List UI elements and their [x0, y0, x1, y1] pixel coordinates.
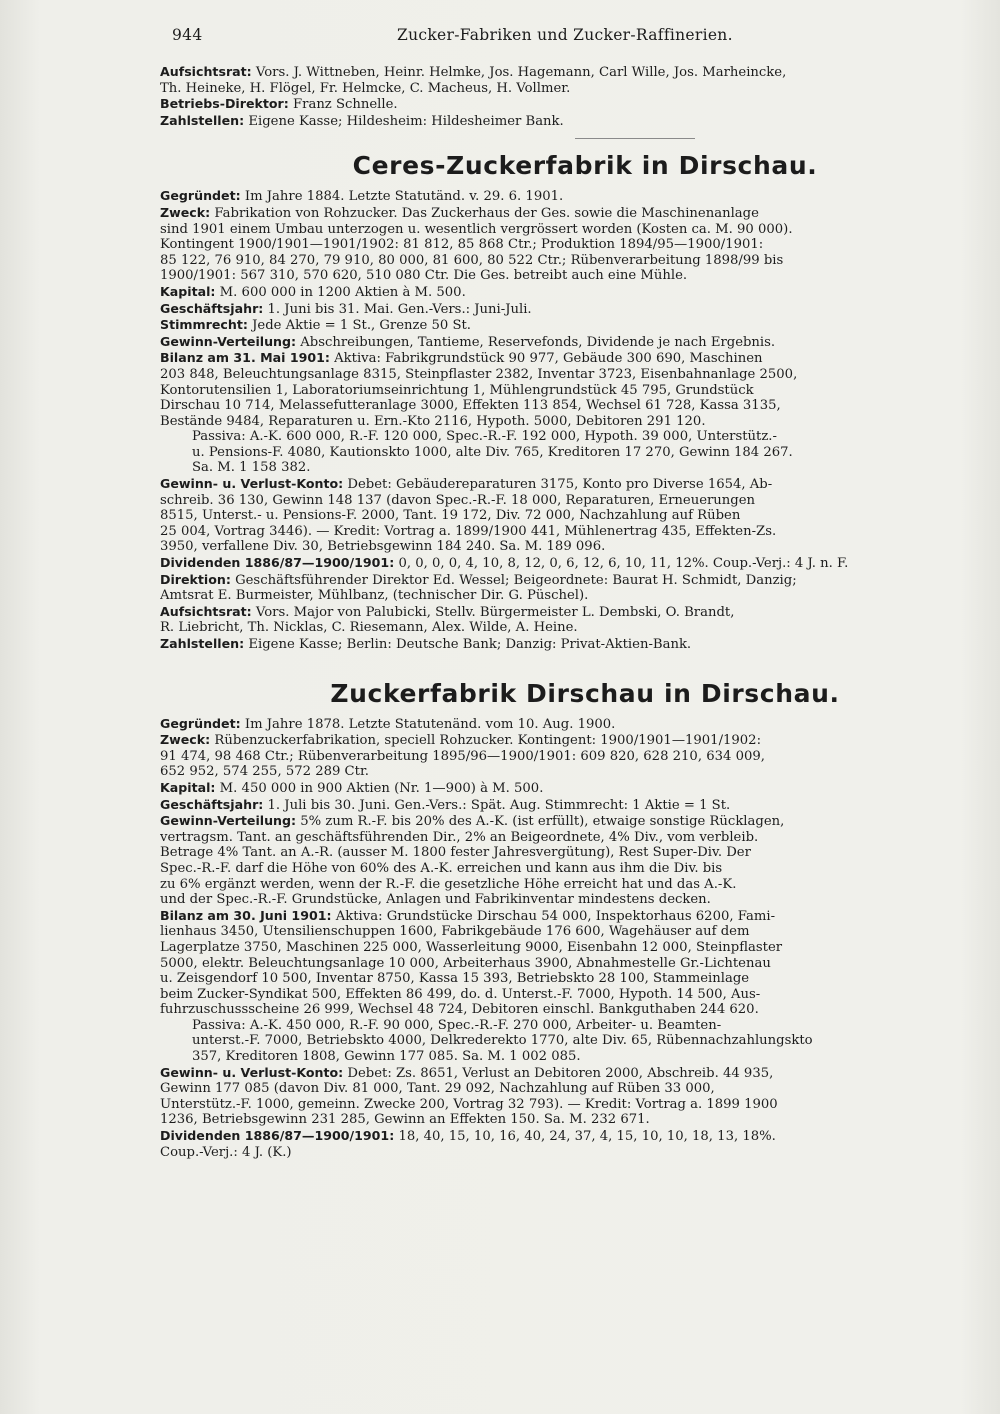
entry-gewinn-u-verlust-konto: [160, 476, 990, 555]
entry-gewinn-verteilung: [160, 334, 990, 351]
entry-text-line: unterst.-F. 7000, Betriebskto 4000, Delkrederekto 1770, alte Div. 65, Rübennachzahlungskto: [192, 1033, 813, 1049]
entry-text-line: Rübenzuckerfabrikation, speciell Rohzucker. Kontingent: 1900/1901—1901/1902:: [214, 733, 762, 749]
entry-bilanz-am-31-mai-1901: [160, 350, 990, 429]
entry-text-line: lienhaus 3450, Utensilienschuppen 1600, Fabrikgebäude 176 600, Wagehäuser auf dem: [160, 924, 750, 940]
entry-text-line: zu 6% ergänzt werden, wenn der R.-F. die gesetzliche Höhe erreicht hat und das A.-K.: [160, 876, 737, 892]
entry-text-line: Gewinn 177 085 (davon Div. 81 000, Tant. 29 092, Nachzahlung auf Rüben 33 000,: [160, 1081, 715, 1097]
entry-label: Geschäftsjahr:: [160, 796, 264, 812]
entry-label: Gewinn-Verteilung:: [160, 333, 297, 349]
entry-text-line: Passiva: A.-K. 450 000, R.-F. 90 000, Spec.-R.-F. 270 000, Arbeiter- u. Beamten-: [192, 1017, 722, 1033]
entry-text-line: 1236, Betriebsgewinn 231 285, Gewinn an Effekten 150. Sa. M. 232 671.: [160, 1112, 650, 1128]
entry-text-line: Unterstütz.-F. 1000, gemeinn. Zwecke 200, Vortrag 32 793). — Kredit: Vortrag a. 1899 1900: [160, 1096, 778, 1112]
entry-text-line: Kontorutensilien 1, Laboratoriumseinrichtung 1, Mühlengrundstück 45 795, Grundstück: [160, 382, 754, 398]
previous-company-tail: [160, 64, 990, 129]
page-number: 944: [172, 26, 203, 44]
company-title-dirschau: Zuckerfabrik Dirschau in Dirschau.: [330, 678, 840, 708]
entry-text-line: beim Zucker-Syndikat 500, Effekten 86 499, do. d. Unterst.-F. 7000, Hypoth. 14 500, Aus-: [160, 986, 761, 1002]
entry-zahlstellen: [160, 113, 990, 130]
entry-text-line: 357, Kreditoren 1808, Gewinn 177 085. Sa. M. 1 002 085.: [192, 1049, 581, 1065]
entry-text-line: 5000, elektr. Beleuchtungsanlage 10 000, Arbeiterhaus 3900, Abnahmestelle Gr.-Lichtenau: [160, 955, 771, 971]
entry-text-line: Jede Aktie = 1 St., Grenze 50 St.: [252, 318, 471, 334]
entry-label: Dividenden 1886/87—1900/1901:: [160, 1128, 395, 1144]
entry-text-line: Im Jahre 1884. Letzte Statutänd. v. 29. 6. 1901.: [244, 189, 564, 205]
entry-text-line: 25 004, Vortrag 3446). — Kredit: Vortrag a. 1899/1900 441, Mühlenertrag 435, Effekten-Zs.: [160, 523, 777, 539]
entry-text-line: Amtsrat E. Burmeister, Mühlbanz, (technischer Dir. G. Püschel).: [160, 588, 589, 604]
entry-text-line: Im Jahre 1878. Letzte Statutenänd. vom 10. Aug. 1900.: [244, 716, 616, 732]
entry-text-line: Fabrikation von Rohzucker. Das Zuckerhaus der Ges. sowie die Maschinenanlage: [214, 205, 759, 221]
entry-passiva: [160, 429, 990, 476]
entry-text-line: Dirschau 10 714, Melassefutteranlage 3000, Effekten 113 854, Wechsel 61 728, Kassa 3135,: [160, 398, 781, 414]
entry-label: Zahlstellen:: [160, 636, 245, 651]
entry-dividenden-1886-87-1900-1901: [160, 1128, 990, 1160]
entry-text-line: sind 1901 einem Umbau unterzogen u. wesentlich vergrössert worden (Kosten ca. M. 90 000).: [160, 221, 793, 237]
entry-label: Kapital:: [160, 283, 216, 299]
entry-label: Bilanz am 30. Juni 1901:: [160, 907, 332, 923]
entry-label: Kapital:: [160, 779, 216, 795]
company-entry-ceres: [160, 188, 990, 652]
entry-text-line: Kontingent 1900/1901—1901/1902: 81 812, 85 868 Ctr.; Produktion 1894/95—1900/1901:: [160, 237, 764, 253]
entry-text-line: 1900/1901: 567 310, 570 620, 510 080 Ctr. Die Ges. betreibt auch eine Mühle.: [160, 268, 688, 284]
entry-text-line: 1. Juni bis 31. Mai. Gen.-Vers.: Juni-Juli.: [267, 301, 532, 317]
entry-gewinn-u-verlust-konto: [160, 1065, 990, 1128]
entry-text-line: Geschäftsführender Direktor Ed. Wessel; Beigeordnete: Baurat H. Schmidt, Danzig;: [235, 572, 797, 588]
entry-text-line: Vors. J. Wittneben, Heinr. Helmke, Jos. Hagemann, Carl Wille, Jos. Marheincke,: [255, 65, 787, 80]
entry-label: Aufsichtsrat:: [160, 64, 252, 79]
entry-gesch-ftsjahr: [160, 797, 990, 814]
entry-direktion: [160, 572, 990, 604]
entry-label: Betriebs-Direktor:: [160, 96, 289, 112]
entry-text-line: 5% zum R.-F. bis 20% des A.-K. (ist erfüllt), etwaige sonstige Rücklagen,: [300, 814, 785, 830]
entry-text-line: Vors. Major von Palubicki, Stellv. Bürgermeister L. Dembski, O. Brandt,: [255, 604, 735, 620]
entry-label: Dividenden 1886/87—1900/1901:: [160, 555, 395, 571]
entry-text-line: u. Zeisgendorf 10 500, Inventar 8750, Kassa 15 393, Betriebskto 28 100, Stammeinlage: [160, 971, 750, 987]
entry-label: Gegründet:: [160, 188, 241, 204]
entry-label: Stimmrecht:: [160, 317, 248, 333]
entry-stimmrecht: [160, 317, 990, 334]
entry-text-line: Th. Heineke, H. Flögel, Fr. Helmcke, C. Macheus, H. Vollmer.: [160, 80, 571, 96]
entry-text-line: 18, 40, 15, 10, 16, 40, 24, 37, 4, 15, 10, 10, 18, 13, 18%.: [398, 1129, 776, 1145]
entry-label: Gewinn-Verteilung:: [160, 813, 297, 829]
entry-text-line: Abschreibungen, Tantieme, Reservefonds, Dividende je nach Ergebnis.: [300, 334, 776, 350]
entry-label: Gewinn- u. Verlust-Konto:: [160, 1064, 344, 1080]
entry-text-line: 8515, Unterst.- u. Pensions-F. 2000, Tant. 19 172, Div. 72 000, Nachzahlung auf Rüben: [160, 508, 741, 524]
entry-label: Zweck:: [160, 204, 211, 220]
section-divider: [575, 138, 695, 139]
entry-text-line: Sa. M. 1 158 382.: [192, 460, 311, 476]
entry-aufsichtsrat: [160, 64, 990, 96]
entry-text-line: fuhrzuschussscheine 26 999, Wechsel 48 724, Debitoren einschl. Bankguthaben 244 620.: [160, 1002, 759, 1018]
entry-text-line: Debet: Zs. 8651, Verlust an Debitoren 2000, Abschreib. 44 935,: [347, 1065, 774, 1081]
running-title: Zucker-Fabriken und Zucker-Raffinerien.: [397, 26, 733, 44]
entry-gegr-ndet: [160, 716, 990, 733]
entry-gewinn-verteilung: [160, 813, 990, 908]
entry-text-line: 203 848, Beleuchtungsanlage 8315, Steinpflaster 2382, Inventar 3723, Eisenbahnanlage 2500,: [160, 366, 798, 382]
entry-label: Direktion:: [160, 571, 231, 587]
entry-label: Zahlstellen:: [160, 112, 245, 128]
company-entry-dirschau: [160, 716, 990, 1161]
entry-text-line: Aktiva: Grundstücke Dirschau 54 000, Inspektorhaus 6200, Fami-: [335, 908, 776, 924]
entry-text-line: Passiva: A.-K. 600 000, R.-F. 120 000, Spec.-R.-F. 192 000, Hypoth. 39 000, Unterstütz.-: [192, 429, 777, 445]
entry-text-line: 0, 0, 0, 0, 4, 10, 8, 12, 0, 6, 12, 6, 10, 11, 12%. Coup.-Verj.: 4 J. n. F.: [398, 556, 849, 572]
entry-bilanz-am-30-juni-1901: [160, 908, 990, 1018]
running-header: [172, 26, 992, 44]
entry-text-line: 85 122, 76 910, 84 270, 79 910, 80 000, 81 600, 80 522 Ctr.; Rübenverarbeitung 1898/99 bis: [160, 252, 784, 268]
entry-text-line: und der Spec.-R.-F. Grundstücke, Anlagen und Fabrikinventar mindestens decken.: [160, 892, 711, 908]
entry-text-line: Lagerplatze 3750, Maschinen 225 000, Wasserleitung 9000, Eisenbahn 12 000, Steinpflaster: [160, 939, 783, 955]
entry-text-line: 3950, verfallene Div. 30, Betriebsgewinn 184 240. Sa. M. 189 096.: [160, 539, 606, 555]
entry-zweck: [160, 732, 990, 780]
entry-kapital: [160, 284, 990, 301]
entry-text-line: Betrage 4% Tant. an A.-R. (ausser M. 1800 fester Jahresvergütung), Rest Super-Div. Der: [160, 845, 751, 861]
entry-text-line: Debet: Gebäudereparaturen 3175, Konto pro Diverse 1654, Ab-: [347, 477, 773, 493]
entry-label: Gegründet:: [160, 715, 241, 731]
entry-passiva: [160, 1018, 990, 1065]
entry-gesch-ftsjahr: [160, 301, 990, 318]
company-title-ceres: Ceres-Zuckerfabrik in Dirschau.: [352, 151, 818, 181]
entry-text-line: u. Pensions-F. 4080, Kautionskto 1000, alte Div. 765, Kreditoren 17 270, Gewinn 184 267.: [192, 444, 793, 460]
entry-text-line: 91 474, 98 468 Ctr.; Rübenverarbeitung 1895/96—1900/1901: 609 820, 628 210, 634 009,: [160, 748, 765, 764]
entry-text-line: M. 600 000 in 1200 Aktien à M. 500.: [219, 284, 466, 300]
entry-label: Bilanz am 31. Mai 1901:: [160, 350, 330, 366]
entry-text-line: Eigene Kasse; Berlin: Deutsche Bank; Danzig: Privat-Aktien-Bank.: [248, 637, 692, 652]
entry-text-line: R. Liebricht, Th. Nicklas, C. Riesemann, Alex. Wilde, A. Heine.: [160, 620, 578, 636]
entry-label: Zweck:: [160, 732, 211, 748]
entry-zahlstellen: [160, 636, 990, 653]
entry-text-line: 1. Juli bis 30. Juni. Gen.-Vers.: Spät. Aug. Stimmrecht: 1 Aktie = 1 St.: [267, 797, 731, 813]
entry-text-line: 652 952, 574 255, 572 289 Ctr.: [160, 764, 369, 780]
entry-label: Aufsichtsrat:: [160, 603, 252, 619]
entry-kapital: [160, 780, 990, 797]
entry-text-line: Franz Schnelle.: [293, 97, 398, 113]
entry-gegr-ndet: [160, 188, 990, 205]
entry-text-line: schreib. 36 130, Gewinn 148 137 (davon Spec.-R.-F. 18 000, Reparaturen, Erneuerungen: [160, 492, 756, 508]
entry-aufsichtsrat: [160, 604, 990, 636]
entry-text-line: Spec.-R.-F. darf die Höhe von 60% des A.-K. erreichen und kann aus ihm die Div. bis: [160, 860, 723, 876]
entry-dividenden-1886-87-1900-1901: [160, 555, 990, 572]
entry-text-line: vertragsm. Tant. an geschäftsführenden Dir., 2% an Beigeordnete, 4% Div., vom verbleib.: [160, 829, 759, 845]
entry-label: Gewinn- u. Verlust-Konto:: [160, 476, 344, 492]
entry-zweck: [160, 205, 990, 284]
entry-text-line: Bestände 9484, Reparaturen u. Ern.-Kto 2116, Hypoth. 5000, Debitoren 291 120.: [160, 413, 706, 429]
entry-betriebs-direktor: [160, 96, 990, 113]
entry-text-line: Eigene Kasse; Hildesheim: Hildesheimer Bank.: [248, 113, 564, 129]
entry-text-line: Coup.-Verj.: 4 J. (K.): [160, 1144, 292, 1160]
entry-label: Geschäftsjahr:: [160, 300, 264, 316]
entry-text-line: M. 450 000 in 900 Aktien (Nr. 1—900) à M. 500.: [219, 780, 544, 796]
entry-text-line: Aktiva: Fabrikgrundstück 90 977, Gebäude 300 690, Maschinen: [334, 351, 763, 367]
